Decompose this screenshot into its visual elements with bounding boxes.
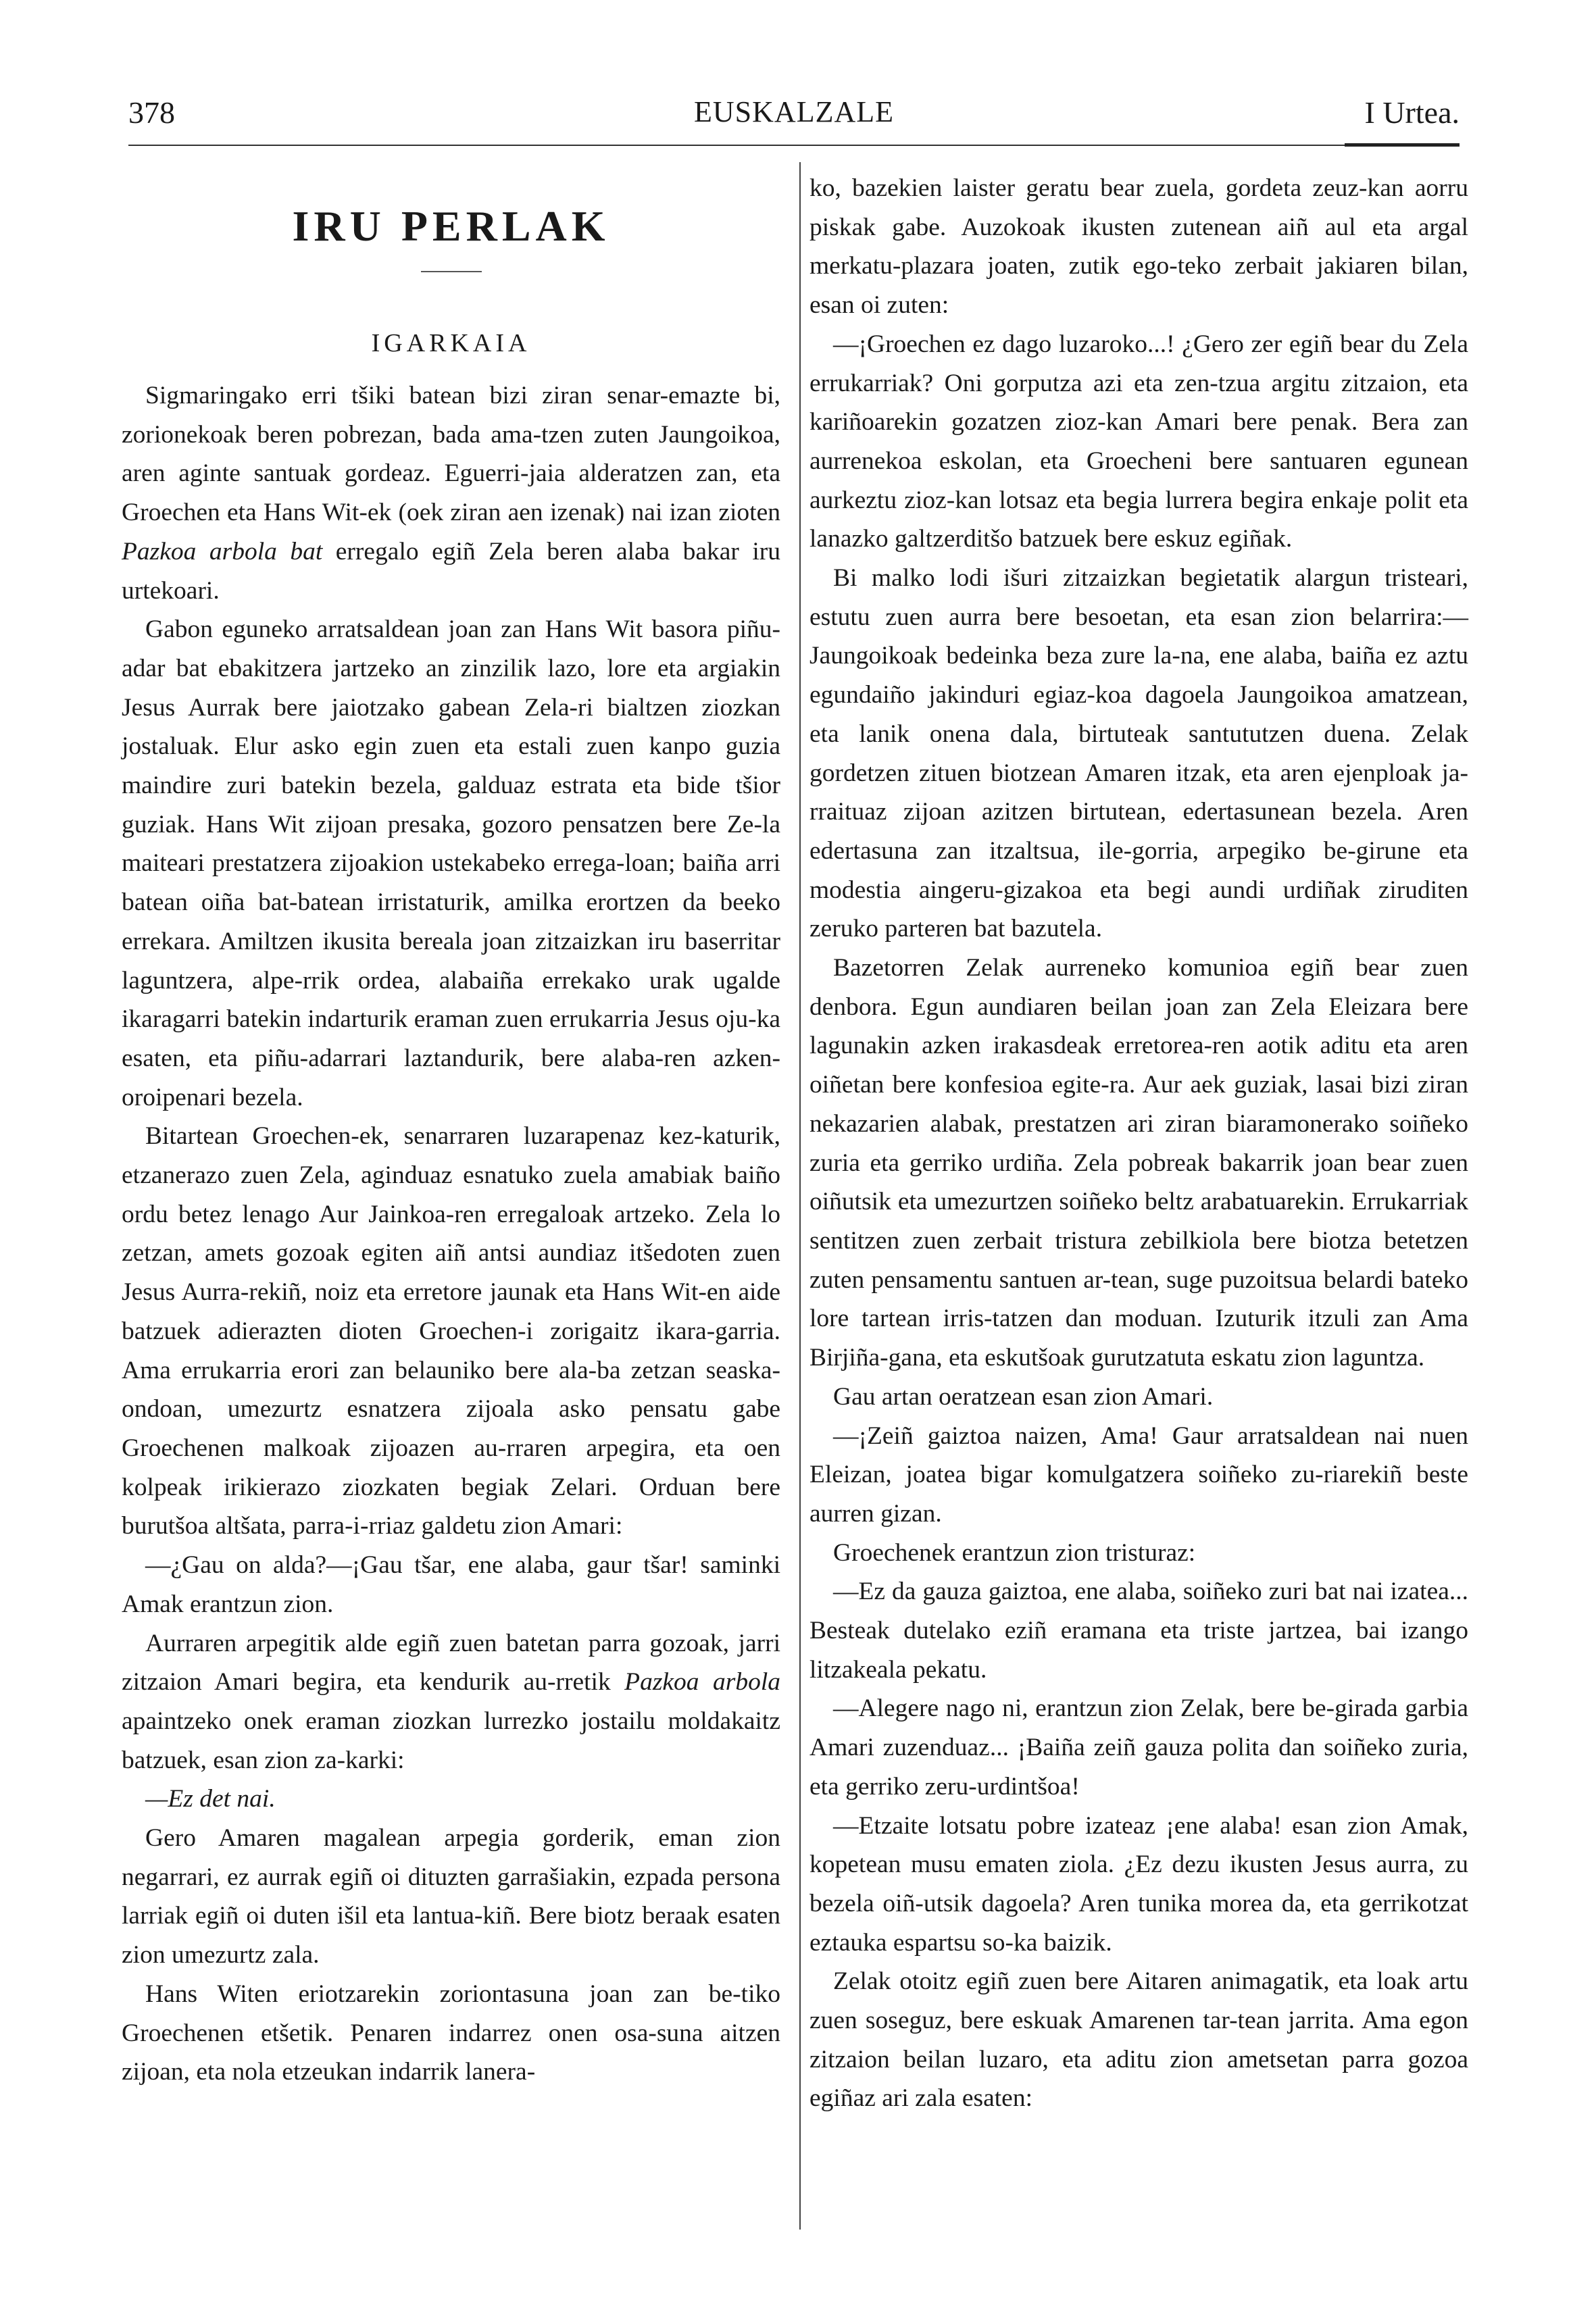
paragraph: Groechenek erantzun zion tristuraz:	[833, 1538, 1196, 1567]
paragraph: —¡Groechen ez dago luzaroko...! ¿Gero zer egiñ bear du Zela errukarriak? Oni gorputza azi eta zen-tzua argitu zitzaion, eta kariñoarekin gozatzen zioz-kan Amari bere penak. Bera zan aurrenekoa eskolan, eta Groecheni bere santuaren egunean aurkeztu zioz-kan lotsaz eta begia lurrera begira enkaje polit eta lanazko galtzerditšo batzuek bere eskuz egiñak.	[809, 330, 1468, 553]
paragraph: ko, bazekien laister geratu bear zuela, gordeta zeuz-kan aorru piskak gabe. Auzokoak ikusten zutenean aiñ aul eta argal merkatu-plazara joaten, zutik ego-teko zerbait jakiaren bilan, esan oi zuten:	[809, 174, 1468, 320]
paragraph: Bi malko lodi išuri zitzaizkan begietatik alargun tristeari, estutu zuen aurra bere besoetan, eta esan zion belarrira:—Jaungoikoak bedeinka beza zure la-na, ene alaba, baiña ez aztu egundaiño jakinduri egiaz-koa dagoela Jaungoikoa amatzean, eta lanik onena dala, birtuteak santututzen duena. Zelak gordetzen zituen biotzean Amaren itzak, eta aren ejenploak ja-rraituaz zijoan azitzen birtutean, edertasunean bezela. Aren edertasuna zan itzaltsua, ile-gorria, arpegiko be-girune eta modestia aingeru-gizakoa eta begi aundi urdiñak ziruditen zeruko parteren bat bazutela.	[809, 564, 1468, 943]
paragraph: Gero Amaren magalean arpegia gorderik, eman zion negarrari, ez aurrak egiñ oi dituzten garrašiakin, ezpada persona larriak egiñ oi duten išil eta lantua-kiñ. Bere biotz beraak esaten zion umezurtz zala.	[122, 1824, 780, 1969]
paragraph: Gau artan oeratzean esan zion Amari.	[833, 1382, 1214, 1411]
paragraph: Bazetorren Zelak aurreneko komunioa egiñ bear zuen denbora. Egun aundiaren beilan joan zan Zela Eleizara bere lagunakin azken irakasdeak erretorea-ren aotik aditu eta aren oiñetan bere konfesioa egite-ra. Aur aek guziak, lasai bizi ziran nekazarien alabak, prestatzen ari ziran biaramonerako soiñeko zuria eta gerriko urdiña. Zela pobreak bakarrik joan bear zuen oiñutsik eta umezurtzen soiñeko beltz arabatuarekin. Errukarriak sentitzen zuen zerbait tristura zebilkiola bere biotza betetzen zuten pensamentu santuen ar-tean, suge puzoitsua belardi bateko lore tartean irris-tatzen dan moduan. Izuturik itzuli zan Ama Birjiña-gana, eta eskutšoak gurutzatuta eskatu zion laguntza.	[809, 954, 1468, 1372]
header-rule	[128, 145, 1460, 146]
paragraph: Hans Witen eriotzarekin zoriontasuna joan zan be-tiko Groechenen etšetik. Penaren indarrez onen osa-suna aitzen zijoan, eta nola etzeukan indarrik lanera-	[122, 1980, 780, 2086]
paragraph: Bitartean Groechen-ek, senarraren luzarapenaz kez-katurik, etzanerazo zuen Zela, aginduaz esnatuko zuela amabiak baiño ordu betez lenago Aur Jainkoa-ren erregaloak artzeko. Zela lo zetzan, amets gozoak egiten aiñ antsi aundiaz itšedoten zuen Jesus Aurra-rekiñ, noiz eta erretore jaunak eta Hans Wit-en aide batzuek adierazten dioten Groechen-i zorigaitz ikara-garria. Ama errukarria erori zan belauniko bere ala-ba zetzan seaska-ondoan, umezurtz esnatzera zijoala asko pensatu gabe Groechenen malkoak zijoazen au-rraren arpegira, eta oen kolpeak irikierazo ziozkaten begiak Zelari. Orduan bere burutšoa altšata, parra-i-rriaz galdetu zion Amari:	[122, 1122, 780, 1540]
article-subtitle: IGARKAIA	[371, 329, 531, 357]
running-header	[128, 95, 1460, 142]
paragraph: —Etzaite lotsatu pobre izateaz ¡ene alaba! esan zion Amak, kopetean musu ematen ziola. ¿Ez dezu ikusten Jesus aurra, zu bezela oiñ-utsik dagoela? Aren tunika morea da, eta gerrikotzat eztauka espartsu so-ka baizik.	[809, 1811, 1468, 1957]
paragraph: Aurraren arpegitik alde egiñ zuen batetan parra gozoak, jarri zitzaion Amari begira, eta kendurik au-rretik Pazkoa arbola apaintzeko onek eraman ziozkan lurrezko jostailu moldakaitz batzuek, esan zion za-karki:	[122, 1629, 780, 1774]
paragraph: Sigmaringako erri tšiki batean bizi ziran senar-emazte bi, zorionekoak beren pobrezan, bada ama-tzen zuten Jaungoikoa, aren aginte santuak gordeaz. Eguerri-jaia alderatzen zan, eta Groechen eta Hans Wit-ek (oek ziran aen izenak) nai izan zioten Pazkoa arbola bat erregalo egiñ Zela beren alaba bakar iru urtekoari.	[122, 382, 780, 605]
title-rule	[421, 271, 482, 272]
paragraph: —Ez det nai.	[145, 1785, 276, 1813]
article-title: IRU PERLAK	[292, 202, 610, 250]
page-number: 378	[128, 95, 175, 130]
paragraph: Zelak otoitz egiñ zuen bere Aitaren animagatik, eta loak artu zuen soseguz, bere eskuak Amarenen tar-tean jarrita. Ama egon zitzaion beilan luzaro, eta aditu zion ametsetan parra gozoa egiñaz ari zala esaten:	[809, 1967, 1468, 2113]
issue-label: I Urtea.	[1364, 95, 1460, 130]
paragraph: —Alegere nago ni, erantzun zion Zelak, bere be-girada garbia Amari zuzenduaz... ¡Baiña zeiñ gauza polita dan soiñeko zuria, eta gerriko zeru-urdintšoa!	[809, 1694, 1468, 1801]
left-column	[122, 169, 780, 2092]
paragraph: —Ez da gauza gaiztoa, ene alaba, soiñeko zuri bat nai izatea... Besteak dutelako eziñ eramana eta triste jartzea, bai izango litzakeala pekatu.	[809, 1578, 1468, 1684]
column-divider	[799, 162, 801, 2230]
paragraph: —¡Zeiñ gaiztoa naizen, Ama! Gaur arratsaldean nai nuen Eleizan, joatea bigar komulgatzera soiñeko zu-riarekiñ beste aurren gizan.	[809, 1422, 1468, 1528]
journal-title: EUSKALZALE	[694, 95, 894, 128]
header-rule-accent	[1345, 143, 1460, 147]
paragraph: Gabon eguneko arratsaldean joan zan Hans Wit basora piñu-adar bat ebakitzera jartzeko an zinzilik lazo, lore eta argiakin Jesus Aurrak bere jaiotzako gabean Zela-ri bialtzen ziozkan jostaluak. Elur asko egin zuen eta estali zuen kanpo guzia maindire zuri batekin bezela, galduaz estrata eta bide tšior guziak. Hans Wit zijoan presaka, gozoro pensatzen bere Ze-la maiteari prestatzera zijoakion ustekabeko errega-loan; baiña arri batean oiña bat-batean irristaturik, amilka erortzen da beeko errekara. Amiltzen ikusita bereala joan zitzaizkan iru baserritar laguntzera, alpe-rrik ordea, alabaiña errekako urak ugalde ikaragarri batekin indarturik eraman zuen errukarria Jesus oju-ka esaten, eta piñu-adarrari laztandurik, bere alaba-ren azken-oroipenari bezela.	[122, 615, 780, 1111]
paragraph: —¿Gau on alda?—¡Gau tšar, ene alaba, gaur tšar! saminki Amak erantzun zion.	[122, 1551, 780, 1618]
right-column	[809, 169, 1468, 2118]
